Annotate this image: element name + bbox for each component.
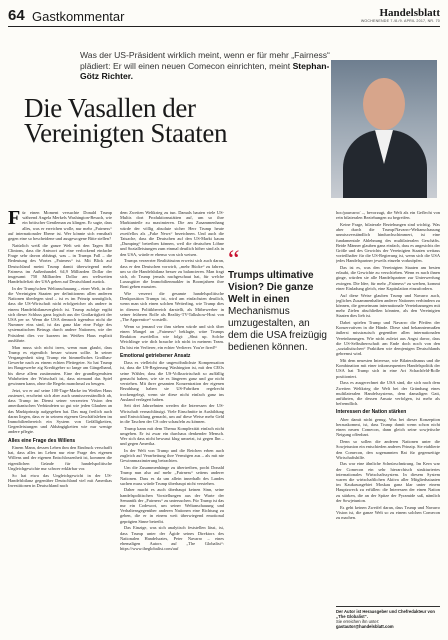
body-column-2 — [120, 210, 224, 634]
kicker-author: Stephan-Götz Richter. — [80, 60, 330, 81]
subheading: Interessen der Nation stärken — [336, 409, 407, 416]
paragraph: Jetzt, wo er auf seine 100-Tage-Marke im Weißen Haus zusteuert, erscheint sich aber auch unmissverständlich ab, dass Trump im Dienst seiner verzerrten Vision den amerikanischen Verbündeten so gut wie jeden Glauben an das Marktprinzip aufgegeben hat. Das mag freilich auch daran liegen, dass er in seinem eigenen Geschäftsleben im Immobilienbereich ein System von Gefälligkeiten, Gegenleistungen und Abhängigkeiten wie nur wenige andere pflegte. — [8, 387, 112, 435]
brand-logo: Handelsblatt — [379, 7, 440, 19]
paragraph: Dass es ausgerechnet die USA sind, die sich nach dem Zweiten Weltkrieg die Welt bei der Gründung eines multilateralen Handelssystems, dem damaligen Gatt, anführten, die dessen Ansatz verfolgen, ist mehr als befremdlich. — [336, 380, 440, 407]
paragraph: dem Zweiten Weltkrieg zu tun. Damals bauten viele US-Multis dort Produktionsstätten auf, um so ihre Marktanteile zu maximieren. Die am Zusammenhang würde der völlig absolute sicher Herr Trump heute zweifellos als „Fake News“ bezeichnen. Und auch die Tatsache, dass die Deutschen auf den US-Markt kaum „Dumping“ betreiben können, weil die deutschen Löhne und Sozialleistungen zum einmal deutlich höher sind als in den USA, würde er ebenso von sich weisen. — [120, 210, 224, 257]
paragraph: Seit drei Jahrzehnten werden die Interessen der US-Wirtschaft vernachlässigt. Viele Einschnitte in Ausbildung und Entwicklung gemacht, um auf diese Weise mehr Geld in die Taschen der CS oder schaufeln zu können. — [120, 403, 224, 425]
paragraph: Einem Mann, dessen Leben ihm den Eindruck verschafft hat, dass alles im Leben nur eine Frage des eigenen Willens und der eigenen Entschlossenheit ist, kommen die eigentlichen Gründe für handelspolitische Ungleichgewichte nur schwer erklärbar vor. — [8, 445, 112, 471]
quote-mark-icon: “ — [228, 245, 240, 274]
paragraph: hoc/pauvarro/ –, bevorzugt, die Welt als ein Geflecht von rein bilateralen Beziehungen zu begreifen. — [336, 210, 440, 221]
article-headline: Die Vasallen der Vereinigten Staaten — [24, 93, 228, 148]
author-infobox — [336, 606, 440, 629]
body-column-3 — [336, 210, 440, 634]
paragraph: Mit dem neuesten Interesse, wie Bilateralismus und die Kombination mit einer inkonsequenten Handelspolitik der USA hat Trump sich in eine Art Schachfeld-Rolle positioniert. — [336, 357, 440, 379]
drop-cap: F — [8, 210, 21, 229]
article-kicker — [80, 50, 340, 82]
paragraph: Daher macht es auch überhaupt keinen Sinn, seine handelspolitischen Vorstellungen aus der Warte der Semantik der „Fairness“ zu untersuchen. Für Trump ist das nur ein Codewort, um seiner Weltanschauung und Verhaltensgegenüber anderen Nationen eine Richtung zu geben, die er in einem weit überwiegend emotional geprägten Sinne betreibt. — [120, 487, 224, 524]
paragraph: Es geht keinen Zweifel daran, dass Trump und Navarro Vision ist, die ganze Welt so zu einem solchen Comecon zu machen. — [336, 504, 440, 520]
masthead — [361, 8, 440, 24]
paragraph: Auf diese Weise glauben Trump und Navarro auch, jegliches Zusammenhalten anderer Nationen verhindern zu können, die gemeinsam internationale Vereinbarungen mit mehr Zielen abschließen könnten, als den Vereinigten Staaten dies lieb ist. — [336, 292, 440, 319]
pull-quote — [228, 245, 328, 354]
paragraph: Aber damit nicht genug. Was bei dieser Konzeption herauskommt, ist, dass Trump damit wenn schon nicht einen neuen Comecon, dann gleich seine sowjetische Neigung offenbart. — [336, 416, 440, 438]
page-header — [8, 8, 440, 27]
paragraph: Keine Frage, bilaterale Beziehungen sind wichtig. Was aber durch die Trump/Navarro-Weltanschauung unmissverständlich hindurchschimmert, ist eine fundamentale Ablehnung des multilateralen Geschäfts. Beide Männer glauben ganz einfach, dass es angesichts der Größe und des Gewichts der Vereinigten Staaten weitaus vorteilhafter für die US-Regierung ist, wenn sich die USA jedes Handelspartner jeweils einzeln vorknöpfen. — [336, 221, 440, 264]
paragraph: Um die Zusammenhänge zu übertreiben, pocht Donald Trump nun also auf mehr „Fairness“ seitens anderer Nationen. Dass es da um allein innerhalb des Landes suchen muss würde Trump überhaupt nicht verstehen. — [120, 465, 224, 486]
author-bio: Der Autor ist Herausgeber und Chefredakteur von „The Globalist“. — [336, 609, 435, 619]
paragraph: In der Welt von Trump und die Reichen erben auch zugleich auf Verarbeitung ihre Vermögen aus – als mit nie Gewinnmaximierung betrachten. — [120, 448, 224, 464]
contact-label: Sie erreichen ihn unter: — [336, 619, 380, 624]
paragraph: Dabei spielen Trump und Navarro die Pfeifen der Konservativen in die Hände. Diese sind bekanntermaßen äußerst misstrauisch gegenüber allen internationalen Vereinbarungen. Wie nicht zuletzt aus Angst davor, dass die US-Selbstherrschaft am Ende doch noch von den „sozialistischen“ Praktiken wie demjenigen Deutschlands gebremst wird. — [336, 320, 440, 357]
paragraph: Das Einzige, was sich analytisch feststellen lässt, ist, dass Trump unter der Ägide seines Direktors des Nationalen Handelsrates, Peter Navarro – eines ehemaligen Autors auf „The Globalist“: https://www.theglobalist.com/auf — [120, 525, 224, 552]
section-title: Gastkommentar — [32, 9, 125, 24]
dateline: WOCHENENDE 7./8./9. APRIL 2017, NR. 70 — [360, 19, 440, 23]
author-email: gastautor@handelsblatt.com — [336, 624, 394, 629]
paragraph: Dass es vielleicht die ungewöhnlichste Kompensation ist, dass die US-Regierung Washington ist, mit den CEOs seine Wähler, dass die US-Volkswirtschaft so auffällig gemacht haben, wie sie es längeren ganz und gar nicht verstehen. Mit ihrer gesamten Konzentration der eigenen Bezahlung haben sie US-Fabriken regelrecht trockengelegt, wenn sie diese nicht einfach ganz ins Ausland verlagert haben. — [120, 360, 224, 402]
subheading: Emotional getriebener Ansatz — [120, 352, 191, 359]
paragraph: Trump kann mit dem Thema Komplexität einfach nicht umgehen. Er ist zwar ein durchaus denkender Mensch. Wer sich dass nicht bewusst klug umsetzt, ist gegen Ihn – und gegen Amerika. — [120, 425, 224, 447]
subheading: Alles eine Frage des Willens — [8, 437, 76, 444]
page-number: 64 — [8, 7, 25, 24]
pull-quote-bold: Trumps ultimative Vision? Die ganze Welt in einen — [228, 270, 314, 305]
paragraph: Für einen Moment versuchte Donald Trump während Angela Merkels Washington-Besuch, wie ein britischer Gentleman zu klingen. Er sagte, dass alles, was er erreichen wolle, nur mehr „Fairness“ auf internationaler Ebene ist. Wer könnte sich ernsthaft gegen eine so bescheidene und ausgewogene Bitte stellen? — [8, 210, 112, 242]
pull-quote-regular: Mechanismus umzugestalten, an dem die USA freizügig bedienen können. — [228, 306, 327, 353]
paragraph: In der Trump'schen Weltanschauung – einer Welt, in der die Vereinigten Staaten per definitionem allen anderen Nationen überlegen sind – ist es im Prinzip unmöglich, dass die US-Wirtschaft nicht erfolgreicher als andere in einem Handelsbilanzvergleich ist. Trump zufolge ergibt sich dieser Schluss ganz logisch aus der Großartigkeit der USA per se. Wenn die USA dennoch irgendwo nicht die Nummer eins sind, ist das ganz klar eine Folge des systematischen Betrugs durch andere Nationen, wie der Präsident dies vor kurzem im Weißen Haus explizit ausführte. — [8, 285, 112, 343]
paragraph: Wenn so jemand vor ihm stehen würde und sich über einen Mangel an „Fairness“ beklagte, wäre Trumps Reaktion zweifellos wie folgt: „Shut up. Solche Weichlinge wie dich brauche ich nicht in meinem Team. Du bist ein Verlierer, ein echter Verlierer. You're fired!“ — [120, 323, 224, 350]
paragraph: Denn so sollen die anderen Nationen unter die Sowjetunion ein entschieden anderes Prinzip. Sie etablierte den Comecon, den sogenannten Rat für gegenseitige Wirtschaftshilfe. — [336, 439, 440, 460]
paragraph: Wie verzerrt die gesamte handelspolitische Denkposition Trumps ist, wird am einfachsten deutlich, wenn man sich einen solchen Weiterling, wie Trump dies in diesem Politikbereich darstellt, als Mitbewerber in seiner früheren Rolle als Reality-TV-Talkshow-Host von „The Apprentice“ vorstellt. — [120, 291, 224, 323]
photo-face — [363, 78, 405, 130]
paragraph: Das ist es, was den Vereinigten Staaten am besten erlaubt, die Gewichte zu verschieben. Wenn es nach ihnen ginge, würden sie alle Handelspartner zur Unterwerfung zwingen. Die Idee, für mehr „Fairness“ zu werben, kommt einer Einladung gleich, eine Kapitulation einzufordern. — [336, 265, 440, 291]
paragraph: Man muss sich nicht irren, wenn man glaubt, dass Trump es eigentlich besser wissen sollte. In seiner Vergangenheit stieg Trump ein himmelhohes Großbau-Gewerbe nach zu einem echten Pleitegeier. So hat Trump im Baugewerbe zig Kreditgeber so lange am Gängelband, bis diese allem zustimmten. Eine der grundlegendsten Wahrheiten der Wirtschaft ist, dass niemand das Spiel gewinnen kann, ohne die Regeln manchmal zu beugen. — [8, 344, 112, 386]
paragraph: Trumps verzerrter Realitätssinn erweist sich auch daran, dass er den Deutschen vorwirft, „mehr Bücke“ zu fahren, um so die Handelsbilanz besser zu balancieren. Man fragt sich, ob Trump jemals nachgeschaut hat, für welche Luxusgüter die Immobilienmakler in Boomjahren ihre Boni geben mussten. — [120, 258, 224, 290]
author-photo — [331, 60, 437, 198]
kicker-text: Was der US-Präsident wirklich meint, wenn er für mehr „Fairness“ plädiert: Er will einen neuen Comecon einrichten, meint — [80, 50, 330, 71]
paragraph: Das war eine ähnliche Schnürschnürung. Im Kern war der Comecon ein sehr hierarchisch strukturiertes internationales Wirtschaftssystem. In diesem System waren die wirtschaftlichen Aktiva aller Mitgliedsstaaten im Kaukasusgebiet Moskau ganz klar unter einem Hauptzweck zu erfüllen: die Interessen der einen Nation zu stärken, die an der Spitze der Pyramide saß, nämlich der Sowjetunion. — [336, 461, 440, 503]
body-column-1 — [8, 210, 112, 634]
paragraph: So hat etwa das Ungleichgewicht in der US-Handelsbilanz gegenüber Deutschland viel mit Amerikas Investitionen in Deutschland nach — [8, 472, 112, 488]
paragraph: Natürlich weiß die ganze Welt seit den Tagen Bill Clintons, dass die Antwort auf eine verlockend einfache Frage sehr davon abhängt, was – in Trumps Fall – die Bedeutung des Wortes „Fairness“ ist. Mit Blick auf Deutschland meint Trump damit überwiegend mehr Fairness im Außenhandel. 64,9 Milliarden Dollar der insgesamt 750 Milliarden Dollar am weltweiten Handelsdefizit der USA gehen auf Deutschland zurück. — [8, 242, 112, 285]
